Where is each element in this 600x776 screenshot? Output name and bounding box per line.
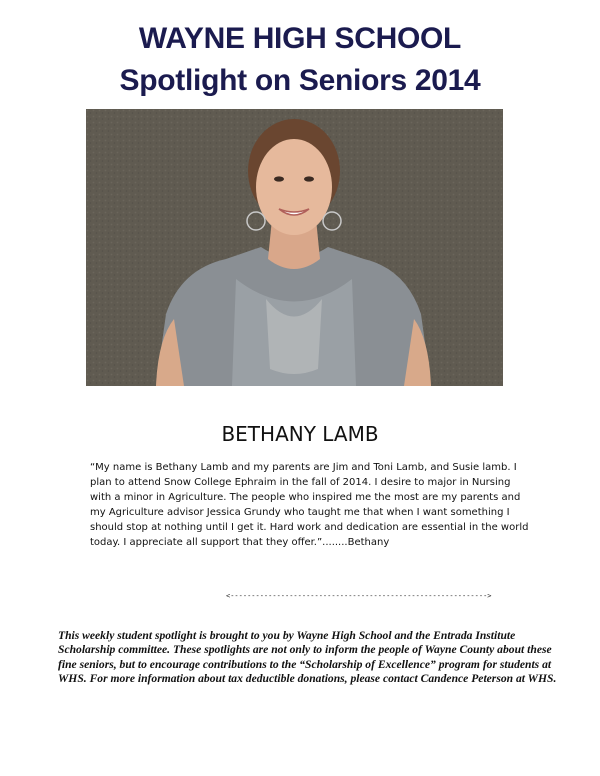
student-photo — [86, 109, 503, 386]
student-quote: “My name is Bethany Lamb and my parents are Jim and Toni Lamb, and Susie lamb. I plan to attend Snow College Ephraim in the fall of 2014. I desire to major in Nursing with a minor in Agriculture. The people who inspired me the most are my parents and my Agriculture advisor Jessica Grundy who taught me that when I want something I should stop at nothing until I get it. Hard work and dedication are essential in the world today. I appreciate all support that they offer.”........Bethany — [90, 462, 529, 548]
section-divider-arrow: <-------------------------------------------------------------> — [226, 592, 492, 600]
sponsor-note: This weekly student spotlight is brought to you by Wayne High School and the Entrada Institute Scholarship committee. These spotlights are not only to inform the people of Wayne County about these fine seniors, but to encourage contributions to the “Scholarship of Excellence” program for students at WHS. For more information about tax deductible donations, please contact Candence Peterson at WHS. — [58, 629, 557, 686]
school-title: WAYNE HIGH SCHOOL — [138, 22, 462, 55]
student-name: BETHANY LAMB — [221, 422, 379, 446]
spotlight-subtitle: Spotlight on Seniors 2014 — [119, 64, 481, 97]
student-portrait-illustration — [86, 109, 503, 386]
